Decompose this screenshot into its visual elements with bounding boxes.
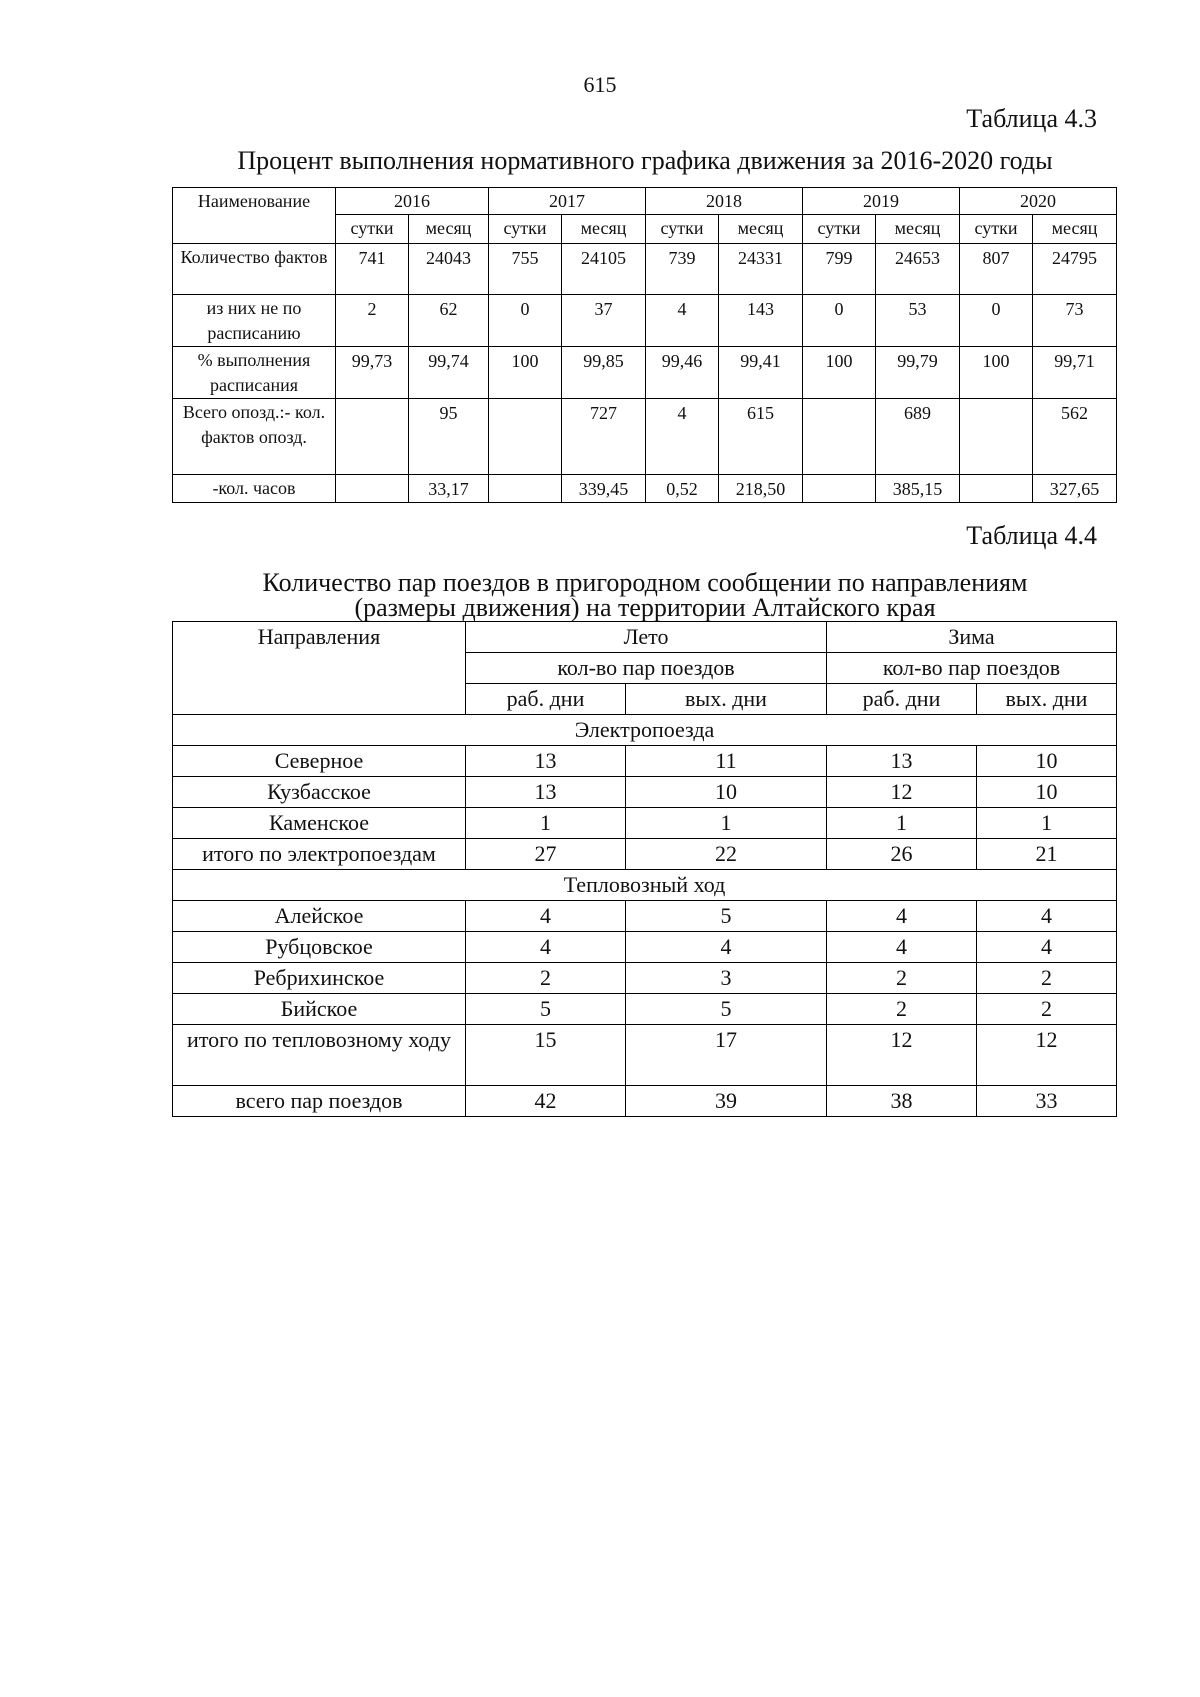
table-cell: 2 <box>466 963 626 994</box>
table-cell: 99,74 <box>409 347 489 399</box>
table-cell: 11 <box>626 746 827 777</box>
row-label: Северное <box>173 746 466 777</box>
table-cell: 13 <box>827 746 977 777</box>
header-month: месяц <box>562 215 646 244</box>
table-cell: 615 <box>719 399 803 475</box>
table-cell <box>960 399 1033 475</box>
table-cell: 218,50 <box>719 475 803 503</box>
table-row <box>173 399 1117 475</box>
row-label: Бийское <box>173 994 466 1025</box>
table-cell <box>336 399 409 475</box>
header-day: сутки <box>803 215 876 244</box>
table-cell: 10 <box>977 746 1117 777</box>
table-cell: 5 <box>626 994 827 1025</box>
row-label: Каменское <box>173 808 466 839</box>
table-row <box>173 347 1117 399</box>
table-cell: 3 <box>626 963 827 994</box>
table-cell: 4 <box>827 932 977 963</box>
header-summer: Лето <box>466 622 827 653</box>
table-cell: 24653 <box>876 244 960 295</box>
table-cell: 807 <box>960 244 1033 295</box>
table-row <box>173 1025 1117 1086</box>
table-cell <box>489 399 562 475</box>
table-cell: 1 <box>626 808 827 839</box>
row-label: Ребрихинское <box>173 963 466 994</box>
table-cell: 689 <box>876 399 960 475</box>
table-cell <box>803 475 876 503</box>
table-cell: 385,15 <box>876 475 960 503</box>
table-cell <box>336 475 409 503</box>
table-cell: 727 <box>562 399 646 475</box>
header-pairs: кол-во пар поездов <box>466 653 827 684</box>
table-cell: 0 <box>489 295 562 347</box>
table-cell <box>960 475 1033 503</box>
table-cell: 4 <box>646 399 719 475</box>
table-cell: 13 <box>466 746 626 777</box>
header-month: месяц <box>719 215 803 244</box>
table-cell: 0 <box>803 295 876 347</box>
table-cell: 4 <box>646 295 719 347</box>
table-cell: 327,65 <box>1033 475 1117 503</box>
table-4-4-label: Таблица 4.4 <box>966 521 1097 550</box>
table-cell: 99,46 <box>646 347 719 399</box>
table-row <box>173 244 1117 295</box>
table-cell: 4 <box>466 901 626 932</box>
table-row <box>173 777 1117 808</box>
row-label: всего пар поездов <box>173 1086 466 1117</box>
table-cell <box>489 475 562 503</box>
page-number: 615 <box>583 72 617 97</box>
table-cell: 10 <box>626 777 827 808</box>
table-cell: 22 <box>626 839 827 870</box>
table-row <box>173 475 1117 503</box>
table-row <box>173 932 1117 963</box>
row-label: итого по электропоездам <box>173 839 466 870</box>
table-cell: 24795 <box>1033 244 1117 295</box>
table-4-3-caption: Процент выполнения нормативного графика движения за 2016-2020 годы <box>237 146 1053 175</box>
table-cell: 42 <box>466 1086 626 1117</box>
row-label: итого по тепловозному ходу <box>173 1025 466 1086</box>
table-cell: 26 <box>827 839 977 870</box>
header-day: сутки <box>646 215 719 244</box>
table-cell: 100 <box>489 347 562 399</box>
train-pairs-table <box>172 621 1117 1117</box>
row-label: Алейское <box>173 901 466 932</box>
row-label: Кузбасское <box>173 777 466 808</box>
table-cell: 2 <box>977 994 1117 1025</box>
table-cell: 5 <box>466 994 626 1025</box>
table-cell: 100 <box>960 347 1033 399</box>
table-cell: 12 <box>977 1025 1117 1086</box>
table-cell: 62 <box>409 295 489 347</box>
table-cell: 0,52 <box>646 475 719 503</box>
table-cell: 4 <box>827 901 977 932</box>
header-workdays: раб. дни <box>466 684 626 715</box>
header-winter: Зима <box>827 622 1117 653</box>
table-cell: 5 <box>626 901 827 932</box>
table-cell: 99,71 <box>1033 347 1117 399</box>
header-month: месяц <box>1033 215 1117 244</box>
table-cell: 799 <box>803 244 876 295</box>
row-label: Рубцовское <box>173 932 466 963</box>
table-cell: 24043 <box>409 244 489 295</box>
table-cell: 53 <box>876 295 960 347</box>
table-4-4-caption-line1: Количество пар поездов в пригородном сообщении по направлениям <box>262 568 1028 597</box>
row-label: Всего опозд.:- кол. фактов опозд. <box>173 399 336 475</box>
table-cell: 2 <box>977 963 1117 994</box>
row-label: из них не по расписанию <box>173 295 336 347</box>
row-label: Количество фактов <box>173 244 336 295</box>
table-row <box>173 808 1117 839</box>
header-weekends: вых. дни <box>626 684 827 715</box>
table-cell: 4 <box>977 932 1117 963</box>
header-year: 2020 <box>960 188 1117 215</box>
header-weekends: вых. дни <box>977 684 1117 715</box>
table-cell: 755 <box>489 244 562 295</box>
table-row <box>173 839 1117 870</box>
table-cell: 562 <box>1033 399 1117 475</box>
table-cell: 17 <box>626 1025 827 1086</box>
table-cell: 33 <box>977 1086 1117 1117</box>
table-cell: 37 <box>562 295 646 347</box>
header-day: сутки <box>489 215 562 244</box>
table-cell: 2 <box>336 295 409 347</box>
table-cell: 24331 <box>719 244 803 295</box>
table-cell: 38 <box>827 1086 977 1117</box>
table-cell: 0 <box>960 295 1033 347</box>
table-cell: 21 <box>977 839 1117 870</box>
table-cell: 143 <box>719 295 803 347</box>
header-year: 2016 <box>336 188 489 215</box>
table-cell: 12 <box>827 777 977 808</box>
table-cell: 1 <box>827 808 977 839</box>
header-year: 2019 <box>803 188 960 215</box>
table-row <box>173 963 1117 994</box>
table-cell: 741 <box>336 244 409 295</box>
section-title: Электропоезда <box>173 715 1117 746</box>
table-cell: 99,73 <box>336 347 409 399</box>
table-cell: 2 <box>827 994 977 1025</box>
row-label: -кол. часов <box>173 475 336 503</box>
table-row <box>173 1086 1117 1117</box>
table-cell: 39 <box>626 1086 827 1117</box>
table-cell: 2 <box>827 963 977 994</box>
table-cell: 739 <box>646 244 719 295</box>
table-cell: 4 <box>466 932 626 963</box>
table-cell: 1 <box>466 808 626 839</box>
header-workdays: раб. дни <box>827 684 977 715</box>
table-row <box>173 295 1117 347</box>
table-cell: 1 <box>977 808 1117 839</box>
header-month: месяц <box>876 215 960 244</box>
header-year: 2018 <box>646 188 803 215</box>
header-year: 2017 <box>489 188 646 215</box>
table-cell: 13 <box>466 777 626 808</box>
schedule-performance-table <box>172 187 1117 503</box>
table-4-3-label: Таблица 4.3 <box>966 104 1097 133</box>
table-row <box>173 901 1117 932</box>
table-cell: 24105 <box>562 244 646 295</box>
header-pairs: кол-во пар поездов <box>827 653 1117 684</box>
table-cell: 339,45 <box>562 475 646 503</box>
table-cell: 33,17 <box>409 475 489 503</box>
header-directions: Направления <box>173 622 466 715</box>
table-cell <box>803 399 876 475</box>
table-cell: 15 <box>466 1025 626 1086</box>
table-cell: 95 <box>409 399 489 475</box>
table-cell: 4 <box>626 932 827 963</box>
table-cell: 73 <box>1033 295 1117 347</box>
table-cell: 99,41 <box>719 347 803 399</box>
header-name: Наименование <box>173 188 336 244</box>
table-cell: 99,79 <box>876 347 960 399</box>
table-cell: 99,85 <box>562 347 646 399</box>
table-row <box>173 994 1117 1025</box>
header-day: сутки <box>960 215 1033 244</box>
header-day: сутки <box>336 215 409 244</box>
section-title: Тепловозный ход <box>173 870 1117 901</box>
table-cell: 10 <box>977 777 1117 808</box>
header-month: месяц <box>409 215 489 244</box>
table-row <box>173 746 1117 777</box>
table-cell: 27 <box>466 839 626 870</box>
table-cell: 100 <box>803 347 876 399</box>
table-4-4-caption-line2: (размеры движения) на территории Алтайского края <box>354 593 936 622</box>
table-cell: 4 <box>977 901 1117 932</box>
row-label: % выполнения расписания <box>173 347 336 399</box>
table-cell: 12 <box>827 1025 977 1086</box>
